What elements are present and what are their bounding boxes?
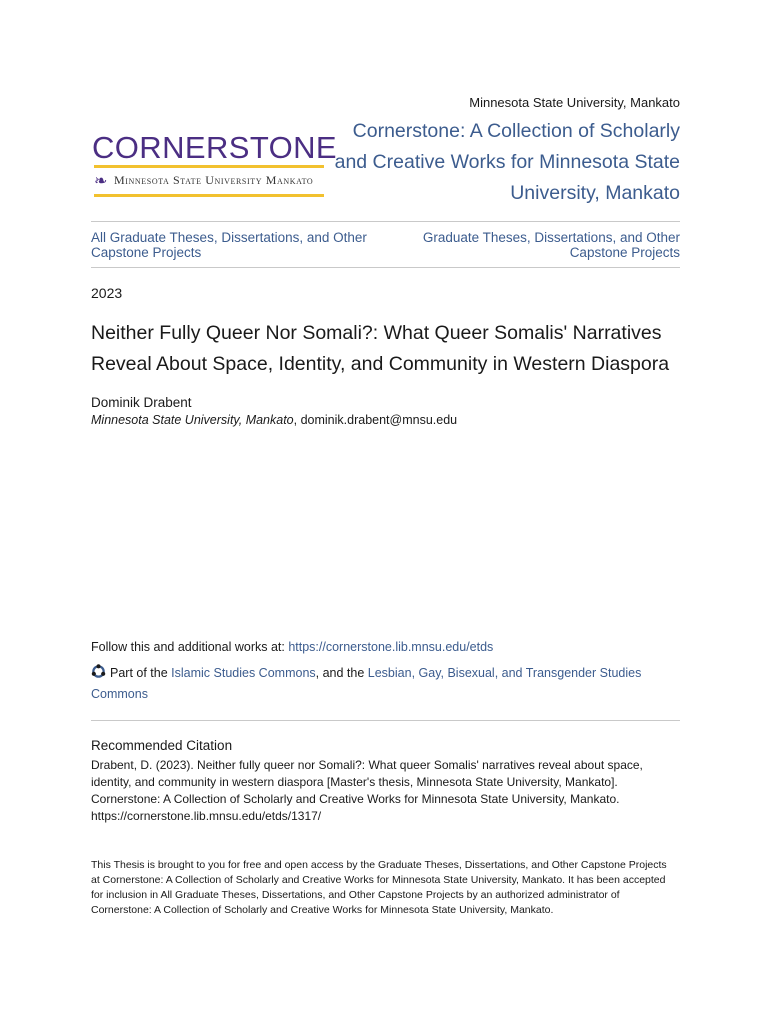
open-access-notice: This Thesis is brought to you for free and open access by the Graduate Theses, Dissertations, and Other Capstone Projects at Cornerstone: A Collection of Scholarly and Creative Works for Minnesota State University, Mankato. It has been accepted for inclusion in All Graduate Theses, Dissertations, and Other Capstone Projects by an authorized administrator of Cornerstone: A Collection of Scholarly and Creative Works for Minnesota State University, Mankato. xyxy=(91,859,667,916)
citation-divider xyxy=(91,720,680,721)
collection-title-link[interactable]: Cornerstone: A Collection of Scholarly and Creative Works for Minnesota State University, Mankato xyxy=(334,120,680,204)
graduate-theses-link[interactable]: Graduate Theses, Dissertations, and Other Capstone Projects xyxy=(422,230,680,260)
logo-gold-bar-bottom xyxy=(94,194,324,197)
university-name: Minnesota State University, Mankato xyxy=(469,95,680,110)
follow-label: Follow this and additional works at: xyxy=(91,640,289,654)
author-name: Dominik Drabent xyxy=(91,395,192,410)
recommended-citation-heading: Recommended Citation xyxy=(91,738,233,753)
logo-wordmark: CORNERSTONE xyxy=(92,130,337,165)
etds-url-link[interactable]: https://cornerstone.lib.mnsu.edu/etds xyxy=(288,640,494,654)
author-affiliation xyxy=(91,413,457,427)
all-theses-link[interactable]: All Graduate Theses, Dissertations, and Other Capstone Projects xyxy=(91,230,367,260)
document-title: Neither Fully Queer Nor Somali?: What Queer Somalis' Narratives Reveal About Space, Identity, and Community in Western Diaspora xyxy=(91,322,670,375)
cornerstone-logo[interactable] xyxy=(92,130,337,202)
commons-network-icon xyxy=(91,664,106,679)
logo-subtitle: Minnesota State University Mankato xyxy=(114,173,314,187)
follow-line xyxy=(91,640,493,654)
part-of-middle: , and the xyxy=(315,666,368,680)
header-divider xyxy=(91,221,680,222)
affiliation-name: Minnesota State University, Mankato xyxy=(91,413,294,427)
part-of-prefix: Part of the xyxy=(110,666,172,680)
series-divider xyxy=(91,267,680,268)
islamic-studies-commons-link[interactable]: Islamic Studies Commons xyxy=(171,666,316,680)
author-email[interactable]: , dominik.drabent@mnsu.edu xyxy=(293,413,458,427)
part-of-line xyxy=(91,663,681,705)
logo-torch-icon: ❧ xyxy=(94,173,108,190)
recommended-citation-text: Drabent, D. (2023). Neither fully queer nor Somali?: What queer Somalis' narratives reveal about space, identity, and community in western diaspora [Master's thesis, Minnesota State University, Mankato]. Cornerstone: A Collection of Scholarly and Creative Works for Minnesota State University, Mankato. https://cornerstone.lib.mnsu.edu/etds/1317/ xyxy=(91,758,643,823)
logo-gold-bar-top xyxy=(94,165,324,168)
publication-year: 2023 xyxy=(91,285,123,301)
lgbt-studies-commons-link[interactable]: Lesbian, Gay, Bisexual, and Transgender Studies Commons xyxy=(91,666,642,701)
